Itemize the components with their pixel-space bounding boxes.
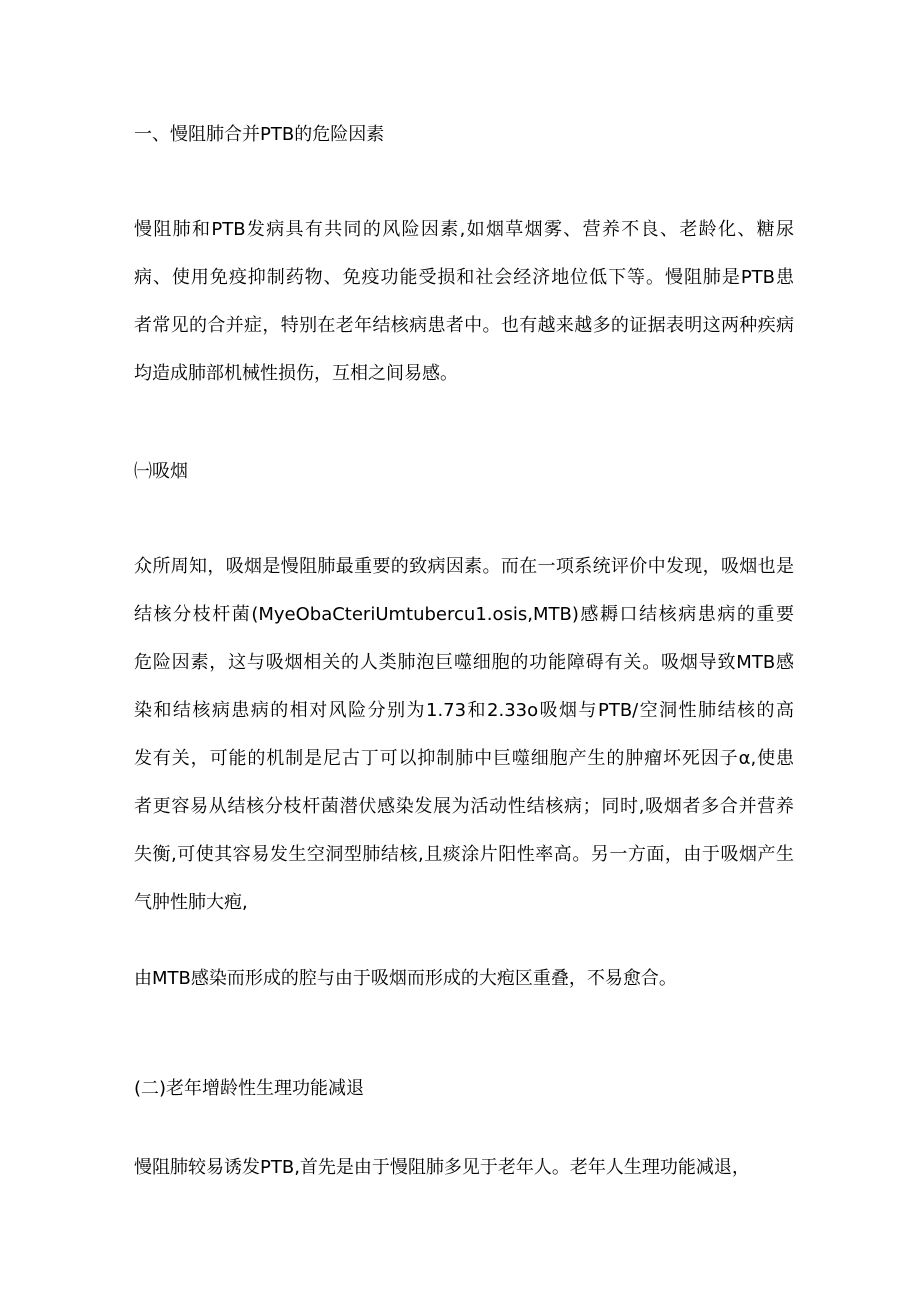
section-heading: 一、慢阻肺合并PTB的危险因素: [134, 124, 385, 145]
paragraph-line: 者常见的合并症，特别在老年结核病患者中。也有越来越多的证据表明这两种疾病: [134, 315, 794, 336]
paragraph-line: 均造成肺部机械性损伤，互相之间易感。: [134, 363, 458, 384]
paragraph-line: 者更容易从结核分枝杆菌潜伏感染发展为活动性结核病；同时,吸烟者多合并营养: [134, 796, 794, 817]
subsection-heading: ㈠吸烟: [134, 461, 188, 482]
paragraph-line: 危险因素，这与吸烟相关的人类肺泡巨噬细胞的功能障碍有关。吸烟导致MTB感: [134, 652, 794, 673]
paragraph-line: 病、使用免疫抑制药物、免疫功能受损和社会经济地位低下等。慢阻肺是PTB患: [134, 267, 794, 288]
paragraph-line: 慢阻肺和PTB发病具有共同的风险因素,如烟草烟雾、营养不良、老龄化、糖尿: [134, 219, 794, 240]
paragraph-line: 发有关，可能的机制是尼古丁可以抑制肺中巨噬细胞产生的肿瘤坏死因子α,使患: [134, 748, 794, 769]
paragraph-line: 慢阻肺较易诱发PTB,首先是由于慢阻肺多见于老年人。老年人生理功能减退，: [134, 1157, 750, 1178]
subsection-heading: (二)老年增龄性生理功能减退: [134, 1078, 365, 1099]
paragraph-line: 失衡,可使其容易发生空洞型肺结核,且痰涂片阳性率高。另一方面，由于吸烟产生: [134, 844, 794, 865]
paragraph-line: 结核分枝杆菌(MyeObaCteriUmtubercu1.osis,MTB)感耨口结核病患病的重要: [134, 604, 794, 625]
paragraph-line: 气肿性肺大疱,: [134, 892, 248, 913]
paragraph-line: 由MTB感染而形成的腔与由于吸烟而形成的大疱区重叠，不易愈合。: [134, 968, 677, 989]
paragraph-line: 染和结核病患病的相对风险分别为1.73和2.33o吸烟与PTB/空洞性肺结核的高: [134, 700, 794, 721]
paragraph-line: 众所周知，吸烟是慢阻肺最重要的致病因素。而在一项系统评价中发现，吸烟也是: [134, 556, 794, 577]
